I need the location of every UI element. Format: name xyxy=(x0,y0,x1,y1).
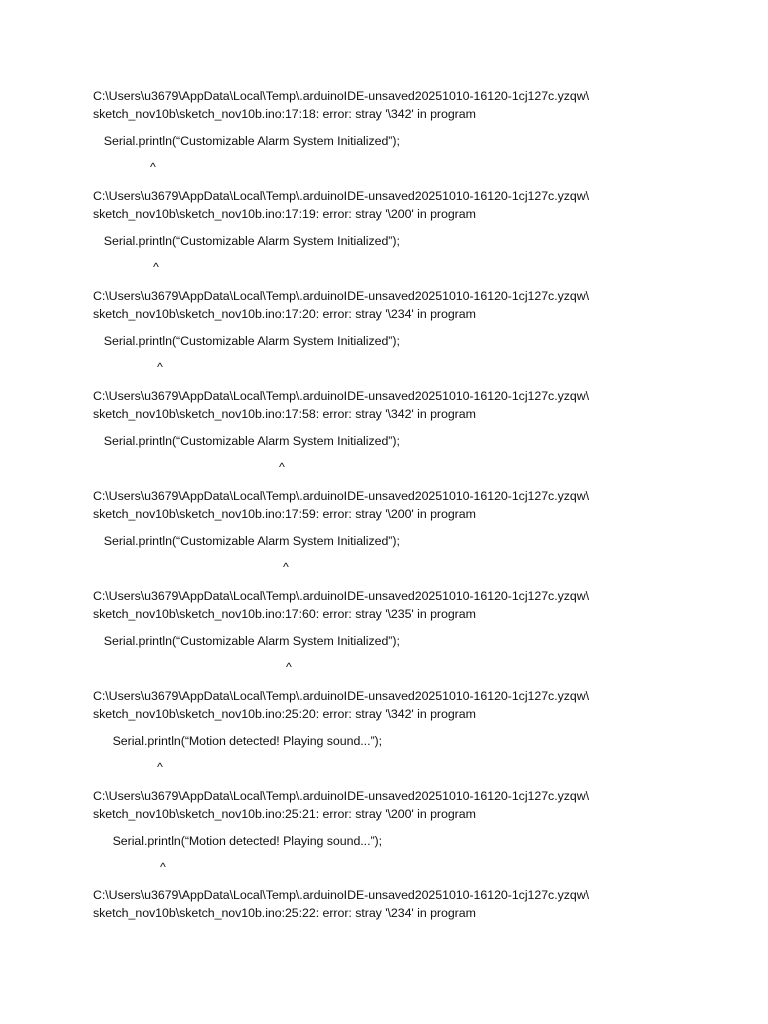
source-code-line: Serial.println(“Customizable Alarm System Initialized”); xyxy=(97,134,400,148)
caret-marker: ^ xyxy=(286,660,292,674)
caret-line xyxy=(93,258,653,276)
error-message-line: sketch_nov10b\sketch_nov10b.ino:17:59: error: stray '\200' in program xyxy=(93,507,476,521)
caret-marker: ^ xyxy=(160,860,166,874)
source-code-line: Serial.println(“Customizable Alarm System Initialized”); xyxy=(97,234,400,248)
error-message-line: sketch_nov10b\sketch_nov10b.ino:25:21: error: stray '\200' in program xyxy=(93,807,476,821)
error-entry xyxy=(93,787,653,876)
error-path-line: C:\Users\u3679\AppData\Local\Temp\.arduinoIDE-unsaved20251010-16120-1cj127c.yzqw\ xyxy=(93,689,590,703)
caret-line xyxy=(93,458,653,476)
error-path-line: C:\Users\u3679\AppData\Local\Temp\.arduinoIDE-unsaved20251010-16120-1cj127c.yzqw\ xyxy=(93,888,590,902)
caret-line xyxy=(93,158,653,176)
source-code-line: Serial.println(“Customizable Alarm System Initialized”); xyxy=(97,334,400,348)
caret-line xyxy=(93,358,653,376)
error-entry xyxy=(93,687,653,776)
error-entry xyxy=(93,187,653,276)
error-message-line: sketch_nov10b\sketch_nov10b.ino:17:19: error: stray '\200' in program xyxy=(93,207,476,221)
source-code-line: Serial.println(“Motion detected! Playing sound...”); xyxy=(99,734,383,748)
caret-line xyxy=(93,558,653,576)
error-entry xyxy=(93,886,653,922)
error-path-line: C:\Users\u3679\AppData\Local\Temp\.arduinoIDE-unsaved20251010-16120-1cj127c.yzqw\ xyxy=(93,789,590,803)
caret-marker: ^ xyxy=(279,460,285,474)
source-code-line: Serial.println(“Motion detected! Playing sound...”); xyxy=(99,834,383,848)
error-message-line: sketch_nov10b\sketch_nov10b.ino:17:20: error: stray '\234' in program xyxy=(93,307,476,321)
caret-marker: ^ xyxy=(150,160,156,174)
error-message-line: sketch_nov10b\sketch_nov10b.ino:25:22: error: stray '\234' in program xyxy=(93,906,476,920)
source-code-line: Serial.println(“Customizable Alarm System Initialized”); xyxy=(97,634,400,648)
error-path-line: C:\Users\u3679\AppData\Local\Temp\.arduinoIDE-unsaved20251010-16120-1cj127c.yzqw\ xyxy=(93,489,590,503)
error-entry xyxy=(93,287,653,376)
error-message-line: sketch_nov10b\sketch_nov10b.ino:17:60: error: stray '\235' in program xyxy=(93,607,476,621)
caret-marker: ^ xyxy=(153,260,159,274)
error-message-line: sketch_nov10b\sketch_nov10b.ino:17:58: error: stray '\342' in program xyxy=(93,407,476,421)
error-entry xyxy=(93,487,653,576)
source-code-line: Serial.println(“Customizable Alarm System Initialized”); xyxy=(97,534,400,548)
source-code-line: Serial.println(“Customizable Alarm System Initialized”); xyxy=(97,434,400,448)
error-entry xyxy=(93,87,653,176)
error-message-line: sketch_nov10b\sketch_nov10b.ino:17:18: error: stray '\342' in program xyxy=(93,107,476,121)
error-message-line: sketch_nov10b\sketch_nov10b.ino:25:20: error: stray '\342' in program xyxy=(93,707,476,721)
error-path-line: C:\Users\u3679\AppData\Local\Temp\.arduinoIDE-unsaved20251010-16120-1cj127c.yzqw\ xyxy=(93,589,590,603)
error-path-line: C:\Users\u3679\AppData\Local\Temp\.arduinoIDE-unsaved20251010-16120-1cj127c.yzqw\ xyxy=(93,289,590,303)
caret-marker: ^ xyxy=(283,560,289,574)
error-entry xyxy=(93,587,653,676)
caret-marker: ^ xyxy=(157,360,163,374)
caret-line xyxy=(93,858,653,876)
error-path-line: C:\Users\u3679\AppData\Local\Temp\.arduinoIDE-unsaved20251010-16120-1cj127c.yzqw\ xyxy=(93,389,590,403)
error-entry xyxy=(93,387,653,476)
error-path-line: C:\Users\u3679\AppData\Local\Temp\.arduinoIDE-unsaved20251010-16120-1cj127c.yzqw\ xyxy=(93,89,590,103)
caret-line xyxy=(93,758,653,776)
caret-marker: ^ xyxy=(157,760,163,774)
caret-line xyxy=(93,658,653,676)
error-path-line: C:\Users\u3679\AppData\Local\Temp\.arduinoIDE-unsaved20251010-16120-1cj127c.yzqw\ xyxy=(93,189,590,203)
